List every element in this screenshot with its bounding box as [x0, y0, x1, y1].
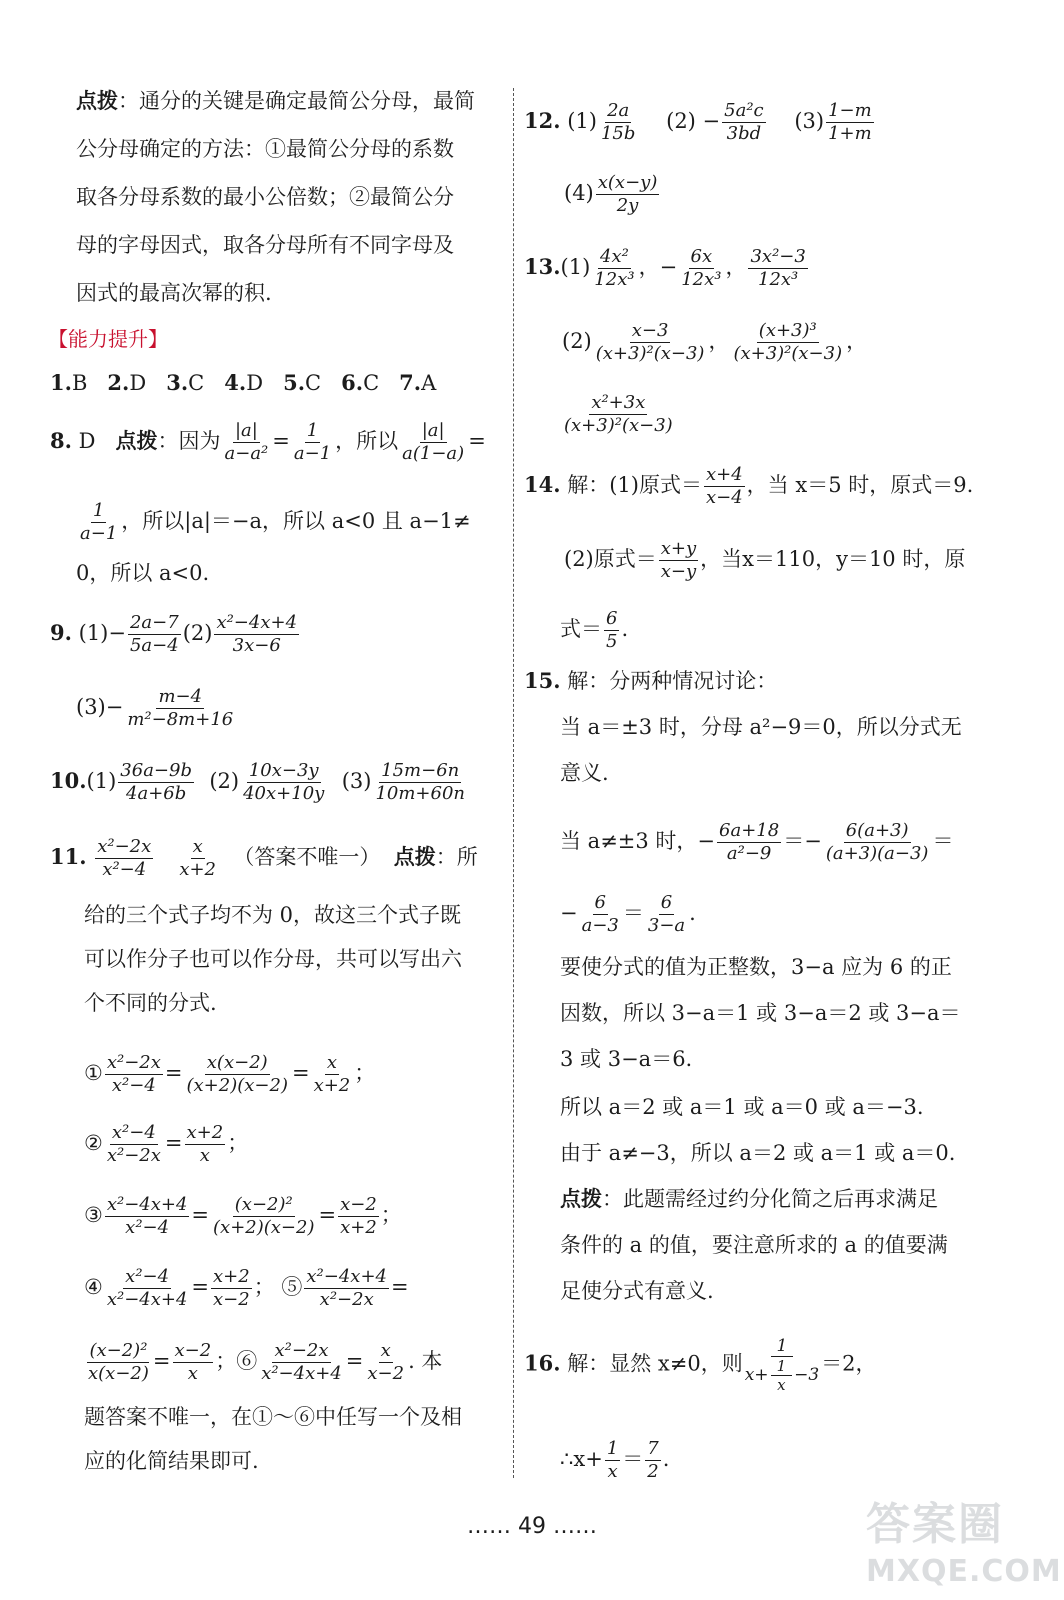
fraction	[173, 1340, 214, 1385]
denominator: a−a²	[224, 443, 269, 464]
mc-answer: C	[188, 371, 205, 395]
fraction	[748, 246, 807, 291]
q12-line-2	[564, 172, 661, 217]
numerator: 2a	[607, 100, 630, 121]
numerator: 6(a+3)	[845, 820, 909, 841]
fraction	[185, 1122, 226, 1167]
denominator: a−1	[80, 523, 118, 544]
q15-line-1	[524, 668, 777, 694]
q-num: 8.	[50, 428, 72, 453]
q-num: 14.	[524, 472, 561, 497]
fraction	[304, 1266, 389, 1311]
fraction	[211, 1194, 316, 1239]
tip1-line-2: 公分母确定的方法：①最简公分母的系数	[76, 137, 454, 161]
denominator: 5	[606, 631, 618, 652]
watermark-line-2: MXQE.COM	[866, 1554, 1062, 1589]
numerator: 6x	[690, 246, 713, 267]
numerator: 3x²−3	[750, 246, 806, 267]
q-num: 10.	[50, 768, 87, 793]
fraction	[722, 100, 765, 145]
fraction	[118, 760, 194, 805]
fraction	[95, 836, 153, 881]
circled-number: ①	[84, 1061, 103, 1085]
tip-label: 点拨	[76, 88, 118, 113]
numerator: m−4	[158, 686, 203, 707]
denominator: x²−2x	[106, 1145, 161, 1166]
text: ＝	[932, 829, 954, 853]
q15-line-13: 足使分式有意义.	[560, 1279, 714, 1303]
q14-line-1	[524, 464, 973, 509]
text: ；	[380, 1203, 402, 1227]
circled-number: ④	[84, 1275, 103, 1299]
denominator: (x+3)²(x−3)	[564, 415, 673, 436]
fraction	[223, 420, 271, 465]
tip1-line-3: 取各分母系数的最小公倍数；②最简公分	[76, 185, 454, 209]
denominator: x	[607, 1461, 618, 1482]
denominator: a²−9	[726, 843, 772, 864]
numerator: x−2	[174, 1340, 212, 1361]
part-label: (2)	[209, 769, 240, 793]
text: . 本	[408, 1349, 443, 1373]
text: =	[468, 429, 486, 453]
q15-line-10: 由于 a≠−3，所以 a＝2 或 a＝1 或 a＝0.	[560, 1141, 956, 1165]
denominator: 1+m	[828, 123, 872, 144]
text: ：此题需经过约分化简之后再求满足	[602, 1187, 938, 1211]
numerator: x²−2x	[106, 1052, 161, 1073]
q11-text-2: 可以作分子也可以作分母，共可以写出六	[84, 947, 462, 971]
text: ＝	[622, 901, 644, 925]
fraction	[211, 1266, 252, 1311]
q13-line-3	[560, 392, 677, 437]
denominator: 3−a	[647, 915, 686, 936]
denominator: (x+3)²(x−3)	[733, 343, 843, 364]
text: ，当x＝110，y＝10 时，原	[700, 547, 966, 571]
fraction	[596, 172, 660, 217]
section-heading: 【能力提升】	[48, 327, 168, 351]
numerator: x	[192, 836, 203, 857]
numerator: (x+3)³	[758, 320, 817, 341]
denominator: x−4	[705, 487, 743, 508]
numerator: x²−2x	[274, 1340, 329, 1361]
fraction	[259, 1340, 344, 1385]
fraction	[605, 1438, 620, 1483]
q11-tail-1: 题答案不唯一，在①～⑥中任写一个及相	[84, 1405, 462, 1429]
fraction	[125, 686, 235, 731]
circled-number: ⑥	[236, 1349, 258, 1373]
fraction	[78, 500, 119, 545]
part-label: (1)	[560, 255, 591, 279]
q13-line-2	[562, 320, 867, 365]
numerator: 6	[594, 892, 606, 913]
text: ∴x+	[560, 1447, 603, 1471]
watermark-line-1: 答案圈	[866, 1499, 1004, 1550]
fraction	[604, 608, 619, 653]
q9-line-1	[50, 612, 301, 657]
denominator: x	[777, 1376, 786, 1394]
q11-eq-1: ① $\frac{\text{x²−2x}}{\text{x²−4}}$ = $\frac{x(x-2)}{(x+2)(x-2)}$ = $\frac{x}{x+2}$ ；	[84, 1052, 376, 1096]
denominator: 3bd	[726, 123, 762, 144]
text: 解：显然 x≠0，则	[567, 1351, 743, 1376]
numerator: 7	[647, 1438, 659, 1459]
fraction	[679, 246, 723, 291]
fraction	[731, 320, 844, 365]
fraction	[659, 538, 698, 583]
q-num: 11.	[50, 844, 87, 869]
fraction	[241, 760, 326, 805]
q-num: 9.	[50, 620, 72, 645]
q15-line-2: 当 a＝±3 时，分母 a²−9＝0，所以分式无	[560, 715, 962, 739]
tip1-line-1	[76, 88, 475, 114]
q15-line-5	[560, 892, 696, 937]
fraction	[645, 1438, 660, 1483]
text: x+	[744, 1365, 769, 1385]
denominator: x²−4	[102, 859, 147, 880]
q13-line-1	[524, 246, 810, 291]
text: (2)原式＝	[564, 547, 657, 571]
q-num: 2.	[107, 370, 130, 395]
tip1-line-4: 母的字母因式，取各分母所有不同字母及	[76, 233, 454, 257]
q-num: 4.	[224, 370, 247, 395]
circled-number: ②	[84, 1131, 103, 1155]
denominator: x²−4	[111, 1075, 156, 1096]
tip-label: 点拨	[115, 428, 158, 453]
q16-line-2	[560, 1438, 669, 1483]
fraction	[86, 1340, 151, 1385]
text: 式＝	[560, 617, 602, 641]
denominator: m²−8m+16	[127, 709, 234, 730]
numerator: 5a²c	[724, 100, 764, 121]
q-num: 13.	[524, 254, 561, 279]
numerator: x²+3x	[591, 392, 646, 413]
numerator: x+4	[705, 464, 743, 485]
mc-answer: C	[363, 371, 380, 395]
denominator: x	[187, 1363, 198, 1384]
denominator	[745, 1357, 819, 1394]
numerator: x²−4x+4	[216, 612, 298, 633]
q16-line-1	[524, 1336, 877, 1394]
numerator: |a|	[234, 420, 258, 441]
denominator: x+2	[340, 1217, 377, 1238]
denominator: 4a+6b	[126, 783, 187, 804]
tip-label: 点拨	[393, 844, 436, 869]
denominator: a−3	[581, 915, 619, 936]
q8-line-2	[76, 500, 471, 545]
fraction	[704, 464, 745, 509]
fraction	[400, 420, 466, 465]
mc-answer: B	[71, 371, 88, 395]
q15-line-7: 因数，所以 3−a＝1 或 3−a＝2 或 3−a＝	[560, 1001, 961, 1025]
q11-text-1: 给的三个式子均不为 0，故这三个式子既	[84, 903, 462, 927]
numerator: x−3	[631, 320, 669, 341]
numerator: x−2	[340, 1194, 377, 1215]
text: 解：分两种情况讨论：	[567, 669, 778, 693]
q15-line-12: 条件的 a 的值，要注意所求的 a 的值要满	[560, 1233, 948, 1257]
q10	[50, 760, 469, 805]
fraction	[105, 1122, 163, 1167]
numerator: x²−4	[125, 1266, 170, 1287]
tip-label: 点拨	[560, 1186, 602, 1211]
denominator: 15b	[600, 123, 636, 144]
denominator: (x+3)²(x−3)	[595, 343, 705, 364]
q8-line-1	[50, 420, 486, 465]
part-label: (2) −	[666, 109, 721, 133]
denominator: a(1−a)	[402, 443, 465, 464]
fraction	[214, 612, 299, 657]
text: .	[621, 617, 629, 641]
numerator: 1	[306, 420, 319, 441]
q-num: 5.	[283, 370, 306, 395]
q11-eq-3: ③ $\frac{\text{x²−4x+4}}{\text{x²−4}}$ = $\frac{\text{(x−2)²}}{(x+2)(x-2)}$ = $\frac{x-2}{x+2}$ ；	[84, 1194, 402, 1238]
q-num: 16.	[524, 1350, 561, 1376]
tip1-text: ：通分的关键是确定最简公分母，最简	[118, 89, 475, 113]
numerator: 6	[660, 892, 673, 913]
denominator: x²−4x+4	[106, 1289, 188, 1310]
fraction	[373, 760, 467, 805]
fraction	[338, 1194, 379, 1239]
numerator: x+2	[213, 1266, 250, 1287]
fraction	[185, 1052, 290, 1097]
denominator: (x+2)(x−2)	[186, 1075, 288, 1096]
denominator: x²−4x+4	[261, 1363, 342, 1384]
numerator: (x−2)²	[234, 1194, 293, 1215]
text: 解：(1)原式＝	[567, 473, 702, 497]
mc-answers	[50, 370, 436, 396]
denominator: x−y	[660, 561, 697, 582]
text: ，	[708, 329, 730, 353]
part-label: (2)	[182, 621, 213, 645]
part-label: (1)−	[78, 621, 126, 645]
denominator: a−1	[293, 443, 332, 464]
q-num: 12.	[524, 108, 561, 133]
fraction	[177, 836, 218, 881]
denominator: (a+3)(a−3)	[825, 843, 929, 864]
text: ；	[354, 1061, 376, 1085]
denominator: 2y	[616, 195, 639, 216]
denominator: 2	[647, 1461, 659, 1482]
q8-line-3: 0，所以 a<0.	[76, 561, 210, 585]
text: ：所	[435, 845, 478, 869]
text: 当 a≠±3 时，−	[560, 829, 716, 853]
numerator: x(x−y)	[597, 172, 658, 193]
fraction	[562, 392, 675, 437]
numerator: 1−m	[828, 100, 872, 121]
numerator: 6	[606, 608, 618, 629]
text: −	[560, 901, 578, 925]
denominator: 3x−6	[232, 635, 281, 656]
denominator: x−2	[367, 1363, 405, 1384]
fraction	[771, 1357, 793, 1394]
text: ；	[215, 1349, 237, 1373]
watermark-logo	[866, 1488, 1062, 1589]
q11-line-1	[50, 836, 478, 881]
numerator: 4x²	[600, 246, 629, 267]
fraction	[312, 1052, 353, 1097]
numerator: 1	[771, 1357, 793, 1376]
fraction	[594, 320, 707, 365]
denominator: 12x³	[681, 269, 722, 290]
q12-line-1	[524, 100, 876, 145]
q11-eq-2: ② $\frac{\text{x²−4}}{\text{x²−2x}}$ = $\frac{x+2}{x}$ ；	[84, 1122, 249, 1166]
text: ，−	[638, 255, 678, 279]
fraction	[824, 820, 931, 865]
fraction	[717, 820, 781, 865]
part-label: (2)	[562, 329, 592, 353]
numerator: 1	[606, 1438, 619, 1459]
fraction	[365, 1340, 406, 1385]
denominator: x+2	[179, 859, 217, 880]
denominator: (x+2)(x−2)	[213, 1217, 315, 1238]
numerator: x+2	[186, 1122, 224, 1143]
denominator: 40x+10y	[243, 783, 325, 804]
denominator: 12x³	[758, 269, 799, 290]
numerator: (x−2)²	[89, 1340, 148, 1361]
q15-line-6: 要使分式的值为正整数，3−a 应为 6 的正	[560, 955, 952, 979]
fraction	[599, 100, 637, 145]
numerator: x	[326, 1052, 337, 1073]
text: ，	[725, 255, 747, 279]
q15-line-4	[560, 820, 953, 865]
complex-fraction	[745, 1336, 819, 1394]
denominator: x	[199, 1145, 210, 1166]
part-label: (4)	[564, 181, 594, 205]
q-num: 1.	[50, 370, 72, 395]
q15-line-9: 所以 a＝2 或 a＝1 或 a＝0 或 a＝−3.	[560, 1095, 924, 1119]
circled-number: ③	[84, 1203, 103, 1227]
numerator: x²−4	[111, 1122, 156, 1143]
text: ，当 x＝5 时，原式＝9.	[746, 473, 974, 497]
mc-answer: A	[421, 371, 437, 395]
numerator: x(x−2)	[206, 1052, 268, 1073]
fraction	[105, 1052, 163, 1097]
circled-number: ⑤	[281, 1275, 303, 1299]
text: ＝−	[783, 829, 822, 853]
part-label: (3)	[794, 109, 825, 133]
q-num: 6.	[341, 370, 364, 395]
text: ；	[253, 1275, 275, 1299]
fraction	[105, 1266, 190, 1311]
fraction	[128, 612, 181, 657]
fraction	[646, 892, 687, 937]
tip1-line-5: 因式的最高次幂的积.	[76, 281, 272, 305]
fraction	[826, 100, 874, 145]
numerator: x²−4x+4	[306, 1266, 387, 1287]
answer: D	[78, 429, 96, 453]
numerator: |a|	[421, 420, 445, 441]
text: =	[272, 429, 290, 453]
mc-answer: C	[305, 371, 322, 395]
numerator: 1	[92, 500, 105, 521]
text: ＝	[622, 1447, 644, 1471]
q-num: 3.	[166, 370, 189, 395]
text: .	[662, 1447, 670, 1471]
denominator: 12x³	[594, 269, 635, 290]
numerator: 36a−9b	[120, 760, 192, 781]
numerator: 10x−3y	[248, 760, 319, 781]
mc-answer: D	[246, 371, 264, 395]
numerator: 15m−6n	[381, 760, 460, 781]
fraction	[592, 246, 636, 291]
denominator: x+2	[313, 1075, 351, 1096]
page-number: …… 49 ……	[467, 1514, 597, 1539]
part-label: (1)	[86, 769, 117, 793]
text: ：因为	[157, 429, 221, 453]
text: ，所以|a|＝−a，所以 a<0 且 a−1≠	[121, 509, 471, 533]
q11-eq-4: ④ $\frac{\text{x²−4}}{\text{x²−4x+4}}$ = $\frac{x+2}{x-2}$ ； ⑤ $\frac{\text{x²−4x+4}}{\text{x²−2x}}$ =	[84, 1266, 409, 1310]
q11-eq-5: $\frac{\text{(x−2)²}}{x(x-2)}$ = $\frac{x-2}{x}$ ；⑥ $\frac{\text{x²−2x}}{\text{x²−4x+4}}$ = $\frac{x}{x-2}$ . 本	[88, 1340, 443, 1384]
numerator: x	[380, 1340, 391, 1361]
fraction	[580, 892, 621, 937]
fraction	[292, 420, 333, 465]
denominator: 5a−4	[129, 635, 179, 656]
q9-line-2	[76, 686, 237, 731]
numerator: 2a−7	[129, 612, 179, 633]
denominator: x²−4	[125, 1217, 170, 1238]
text: ，所以	[335, 429, 399, 453]
q14-line-2	[564, 538, 965, 583]
q-num: 15.	[524, 668, 561, 693]
text: ，	[846, 329, 868, 353]
fraction	[105, 1194, 190, 1239]
numerator: x+y	[660, 538, 697, 559]
part-label: (3)−	[76, 695, 124, 719]
numerator: 6a+18	[719, 820, 780, 841]
q15-line-8: 3 或 3−a＝6.	[560, 1047, 693, 1071]
text: .	[689, 901, 696, 925]
numerator: x²−2x	[97, 836, 152, 857]
denominator: 10m+60n	[375, 783, 465, 804]
q-num: 7.	[399, 370, 422, 395]
denominator: x²−2x	[319, 1289, 374, 1310]
part-label: (3)	[341, 769, 372, 793]
note: （答案不唯一）	[233, 845, 381, 869]
numerator: x²−4x+4	[106, 1194, 188, 1215]
q11-tail-2: 应的化简结果即可.	[84, 1449, 259, 1473]
q15-line-3: 意义.	[560, 761, 609, 785]
q15-line-11	[560, 1186, 938, 1212]
q14-line-3	[560, 608, 628, 653]
q11-text-3: 个不同的分式.	[84, 991, 217, 1015]
text: ；	[227, 1131, 249, 1155]
text: −3	[794, 1365, 820, 1385]
denominator: x−2	[213, 1289, 250, 1310]
part-label: (1)	[567, 109, 597, 133]
column-divider	[513, 88, 514, 1478]
text: ＝2，	[821, 1351, 877, 1376]
numerator: 1	[771, 1336, 794, 1357]
mc-answer: D	[129, 371, 147, 395]
denominator: x(x−2)	[88, 1363, 149, 1384]
